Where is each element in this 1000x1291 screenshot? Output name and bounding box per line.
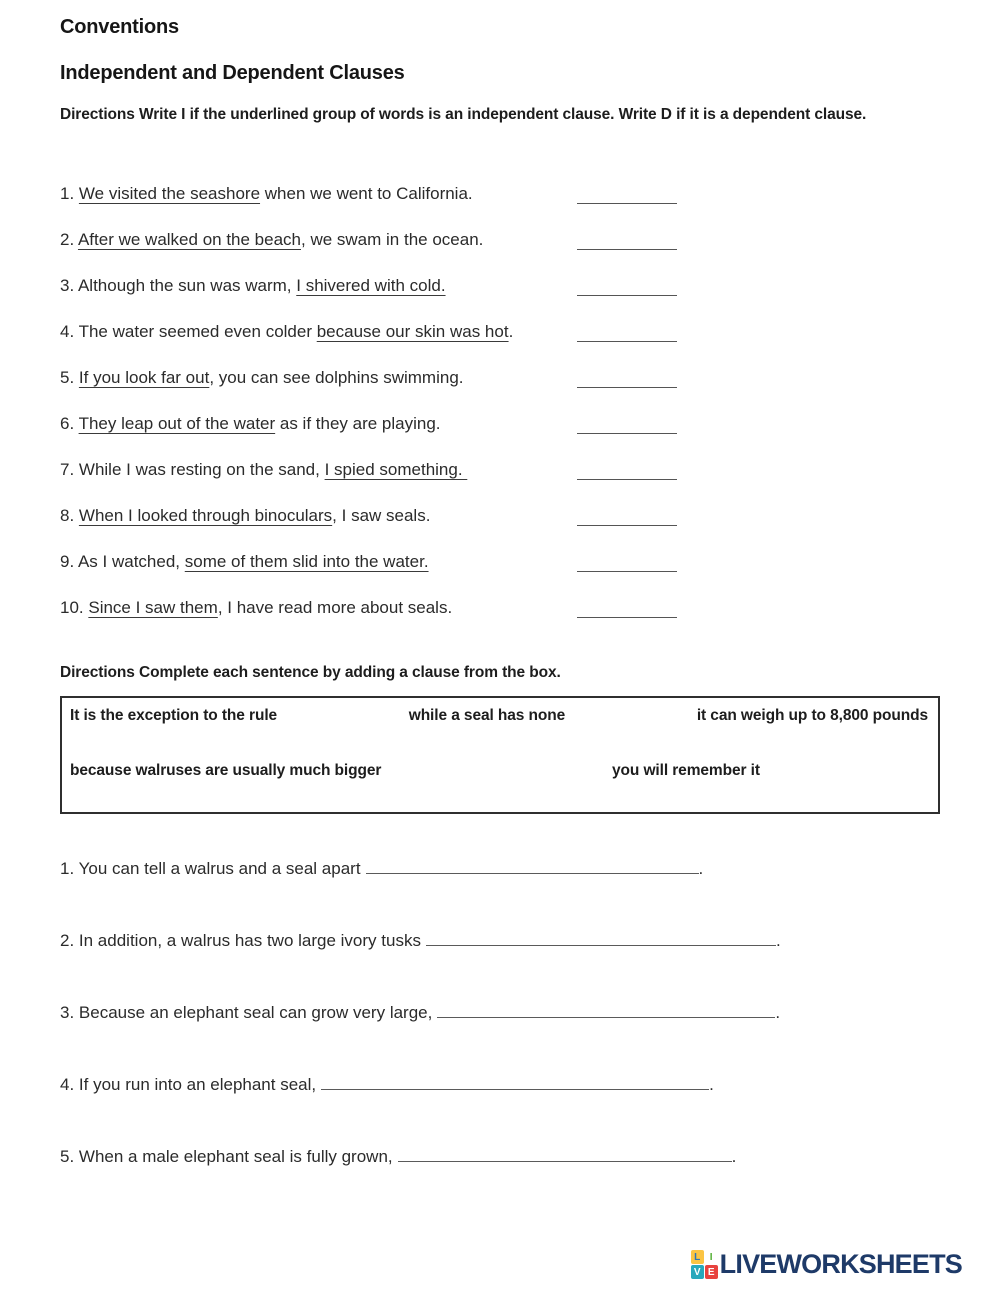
sentence-period: .	[775, 1002, 781, 1022]
fill-in-blank[interactable]	[426, 932, 776, 946]
sentence-text: , you can see dolphins swimming.	[209, 367, 464, 387]
underlined-clause: I spied something.	[324, 459, 468, 479]
part1-item-list	[60, 183, 940, 619]
fill-in-blank[interactable]	[366, 860, 699, 874]
item-number: 4.	[60, 321, 79, 341]
sentence-item	[60, 1074, 940, 1096]
word-box-phrase: because walruses are usually much bigger	[70, 761, 382, 779]
answer-blank[interactable]	[577, 417, 677, 434]
clause-item	[60, 551, 940, 573]
part2-directions: Directions Complete each sentence by adding a clause from the box.	[60, 663, 561, 681]
sentence-text: , we swam in the ocean.	[301, 229, 484, 249]
sentence-period: .	[731, 1146, 737, 1166]
clause-item	[60, 183, 940, 205]
sentence-text: 1. You can tell a walrus and a seal apart	[60, 858, 361, 878]
word-box-row-2	[70, 762, 928, 782]
answer-blank[interactable]	[577, 601, 677, 618]
page-title: Conventions	[60, 16, 179, 38]
word-box-phrase: It is the exception to the rule	[70, 706, 278, 724]
sentence-item	[60, 858, 940, 880]
logo-tile-v: V	[691, 1265, 704, 1279]
part2-item-list	[60, 858, 940, 1168]
item-number: 3.	[60, 275, 78, 295]
underlined-clause: When I looked through binoculars	[78, 505, 333, 525]
page-subtitle: Independent and Dependent Clauses	[60, 62, 405, 84]
sentence-text: While I was resting on the sand,	[78, 459, 325, 479]
answer-blank[interactable]	[577, 463, 677, 480]
liveworksheets-logo	[691, 1249, 962, 1280]
clause-item	[60, 275, 940, 297]
item-number: 7.	[60, 459, 79, 479]
fill-in-blank[interactable]	[321, 1076, 709, 1090]
underlined-clause: They leap out of the water	[78, 413, 276, 433]
underlined-clause: If you look far out	[78, 367, 210, 387]
sentence-text: Although the sun was warm,	[77, 275, 297, 295]
underlined-clause: I shivered with cold.	[296, 275, 446, 295]
sentence-text: 2. In addition, a walrus has two large ivory tusks	[60, 930, 421, 950]
word-box-phrase: it can weigh up to 8,800 pounds	[696, 706, 928, 724]
sentence-period: .	[698, 858, 704, 878]
liveworksheets-logo-text: LIVEWORKSHEETS	[719, 1249, 962, 1279]
clause-item	[60, 505, 940, 527]
sentence-text: as if they are playing.	[275, 413, 441, 433]
fill-in-blank[interactable]	[437, 1004, 775, 1018]
item-number: 2.	[60, 229, 78, 249]
clause-item	[60, 367, 940, 389]
underlined-clause: Since I saw them	[88, 597, 218, 617]
sentence-text: when we went to California.	[260, 183, 473, 203]
sentence-text: 5. When a male elephant seal is fully grown,	[60, 1146, 393, 1166]
item-number: 10.	[60, 597, 89, 617]
answer-blank[interactable]	[577, 325, 677, 342]
sentence-text: 3. Because an elephant seal can grow very large,	[60, 1002, 433, 1022]
sentence-item	[60, 930, 940, 952]
underlined-clause: We visited the seashore	[78, 183, 261, 203]
sentence-text: The water seemed even colder	[78, 321, 317, 341]
clause-word-box	[60, 696, 940, 814]
word-box-phrase: while a seal has none	[408, 706, 566, 724]
answer-blank[interactable]	[577, 233, 677, 250]
underlined-clause: After we walked on the beach	[77, 229, 301, 249]
underlined-clause: because our skin was hot	[316, 321, 509, 341]
clause-item	[60, 413, 940, 435]
clause-item	[60, 229, 940, 251]
item-number: 6.	[60, 413, 79, 433]
word-box-row-1	[70, 707, 928, 725]
answer-blank[interactable]	[577, 187, 677, 204]
item-number: 9.	[60, 551, 78, 571]
logo-tile-i: I	[705, 1250, 718, 1264]
sentence-text: 4. If you run into an elephant seal,	[60, 1074, 317, 1094]
logo-tile-l: L	[691, 1250, 704, 1264]
underlined-clause: some of them slid into the water.	[184, 551, 429, 571]
sentence-text: , I have read more about seals.	[217, 597, 453, 617]
sentence-period: .	[775, 930, 781, 950]
answer-blank[interactable]	[577, 371, 677, 388]
sentence-text: .	[508, 321, 514, 341]
answer-blank[interactable]	[577, 509, 677, 526]
item-number: 5.	[60, 367, 79, 387]
clause-item	[60, 459, 940, 481]
liveworksheets-logo-icon	[691, 1250, 718, 1279]
fill-in-blank[interactable]	[398, 1148, 732, 1162]
answer-blank[interactable]	[577, 279, 677, 296]
sentence-text: , I saw seals.	[332, 505, 431, 525]
item-number: 1.	[60, 183, 79, 203]
answer-blank[interactable]	[577, 555, 677, 572]
clause-item	[60, 597, 940, 619]
sentence-text: As I watched,	[77, 551, 185, 571]
clause-item	[60, 321, 940, 343]
sentence-period: .	[709, 1074, 714, 1094]
part1-directions: Directions Write I if the underlined group of words is an independent clause. Write D if it is a dependent clause.	[60, 106, 867, 123]
sentence-item	[60, 1146, 940, 1168]
sentence-item	[60, 1002, 940, 1024]
item-number: 8.	[60, 505, 79, 525]
logo-tile-e: E	[705, 1265, 718, 1279]
word-box-phrase: you will remember it	[612, 761, 760, 779]
